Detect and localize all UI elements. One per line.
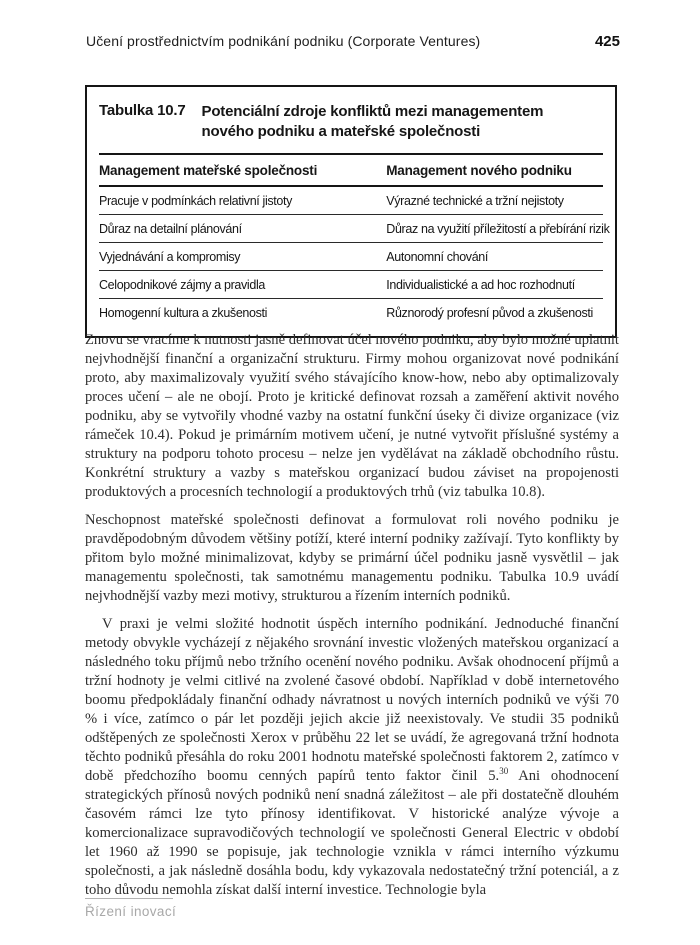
body-text (85, 331, 619, 909)
table-label: Tabulka 10.7 (99, 102, 186, 119)
body-paragraph (85, 615, 619, 900)
table-cell-right: Důraz na využití příležitostí a přebírání rizik (386, 222, 610, 236)
table-title: Potenciální zdroje konfliktů mezi managementem nového podniku a mateřské společnosti (201, 103, 544, 140)
table-row (99, 215, 610, 243)
running-head: Učení prostřednictvím podnikání podniku (Corporate Ventures) (86, 33, 481, 49)
table-row (99, 271, 603, 299)
table-cell-left: Důraz na detailní plánování (99, 222, 242, 236)
conflict-table (85, 85, 617, 338)
table-cell-right: Různorodý profesní původ a zkušenosti (386, 306, 593, 320)
body-paragraph: Neschopnost mateřské společnosti definovat a formulovat roli nového podniku je pravděpodobným důvodem většiny potíží, které interní podniky zažívají. Tyto konflikty by přitom bylo možné minimalizovat, kdyby se primární účel podniku jasně vysvětlil – jak managementu společnosti, tak samotnému managementu podniku. Tabulka 10.9 uvádí nejvhodnější vazby mezi motivy, strukturou a řízením interních podniků. (85, 512, 619, 604)
table-cell-right: Individualistické a ad hoc rozhodnutí (386, 278, 575, 292)
column-header-new-venture: Management nového podniku (386, 163, 572, 178)
footnote-marker: 30 (499, 766, 509, 777)
table-cell-left: Homogenní kultura a zkušenosti (99, 306, 268, 320)
table-cell-left: Vyjednávání a kompromisy (99, 250, 241, 264)
table-caption (99, 97, 603, 155)
page-header (86, 33, 620, 50)
page-footer (85, 898, 176, 919)
table-cell-left: Celopodnikové zájmy a pravidla (99, 278, 265, 292)
table-row (99, 299, 603, 322)
body-paragraph: Znovu se vracíme k nutnosti jasně definovat účel nového podniku, aby bylo možné uplatnit nejvhodnější finanční a organizační strukturu. Firmy mohou organizovat nové podnikání proto, aby maximalizovaly využití svého stávajícího know-how, nebo aby optimalizovaly proces učení – ale ne obojí. Proto je kritické definovat rozsah a zaměření aktivit nového podniku, aby se vytvořily vhodné vazby na ostatní funkční úseky či divize organizace (viz rámeček 10.4). Pokud je primárním motivem učení, je nutné vytvořit příslušné systémy a struktury na podporu tohoto procesu – nelze jen vydělávat na základě obchodního růstu. Konkrétní struktury a vazby s mateřskou organizací budou záviset na propojenosti produktových a procesních technologií a produktových trhů (viz tabulka 10.8). (85, 332, 619, 500)
page-number: 425 (594, 33, 620, 50)
table-header-row (99, 155, 603, 187)
table-row (99, 187, 603, 215)
table-cell-right: Autonomní chování (386, 250, 489, 264)
table-cell-right: Výrazné technické a tržní nejistoty (386, 194, 564, 208)
table-row (99, 243, 603, 271)
paragraph-text: Ani ohodnocení strategických přínosů nových podniků není snadná záležitost – ale při dostatečně dlouhém časovém rámci lze tyto přínosy identifikovat. V historické analýze vývoje a komercionalizace supravodičových technologií ve společnosti General Electric v období let 1960 až 1990 se popisuje, jak technologie vznikla v rámci interního výzkumu společnosti, a jak následně dosáhla bodu, kdy vykazovala nedostatečný tržní potenciál, a z toho důvodu nemohla získat další interní investice. Technologie byla (85, 768, 619, 898)
table-cell-left: Pracuje v podmínkách relativní jistoty (99, 194, 293, 208)
footer-book-title: Řízení inovací (85, 904, 177, 919)
column-header-parent-company: Management mateřské společnosti (99, 163, 318, 178)
paragraph-text: V praxi je velmi složité hodnotit úspěch interního podnikání. Jednoduché finanční metody obvykle vycházejí z nějakého srovnání investic vložených mateřskou organizací a následného toku příjmů nebo tržního ocenění nového podniku. Avšak ohodnocení příjmů a tržní hodnoty je velmi citlivé na zvolené časové období. Například v době internetového boomu předpokládaly finanční odhady návratnost u nových interních podniků ve výši 70 % i více, zatímco o pár let později jejich akcie již neexistovaly. Ve studii 35 podniků odštěpených ze společnosti Xerox v průběhu 22 let se uvádí, že agregovaná tržní hodnota těchto podniků přesáhla do roku 2001 hodnotu mateřské společnosti faktorem 2, zatímco v době předchozího boomu cenných papírů tento faktor činil 5. (85, 616, 619, 784)
footer-divider (85, 898, 173, 899)
